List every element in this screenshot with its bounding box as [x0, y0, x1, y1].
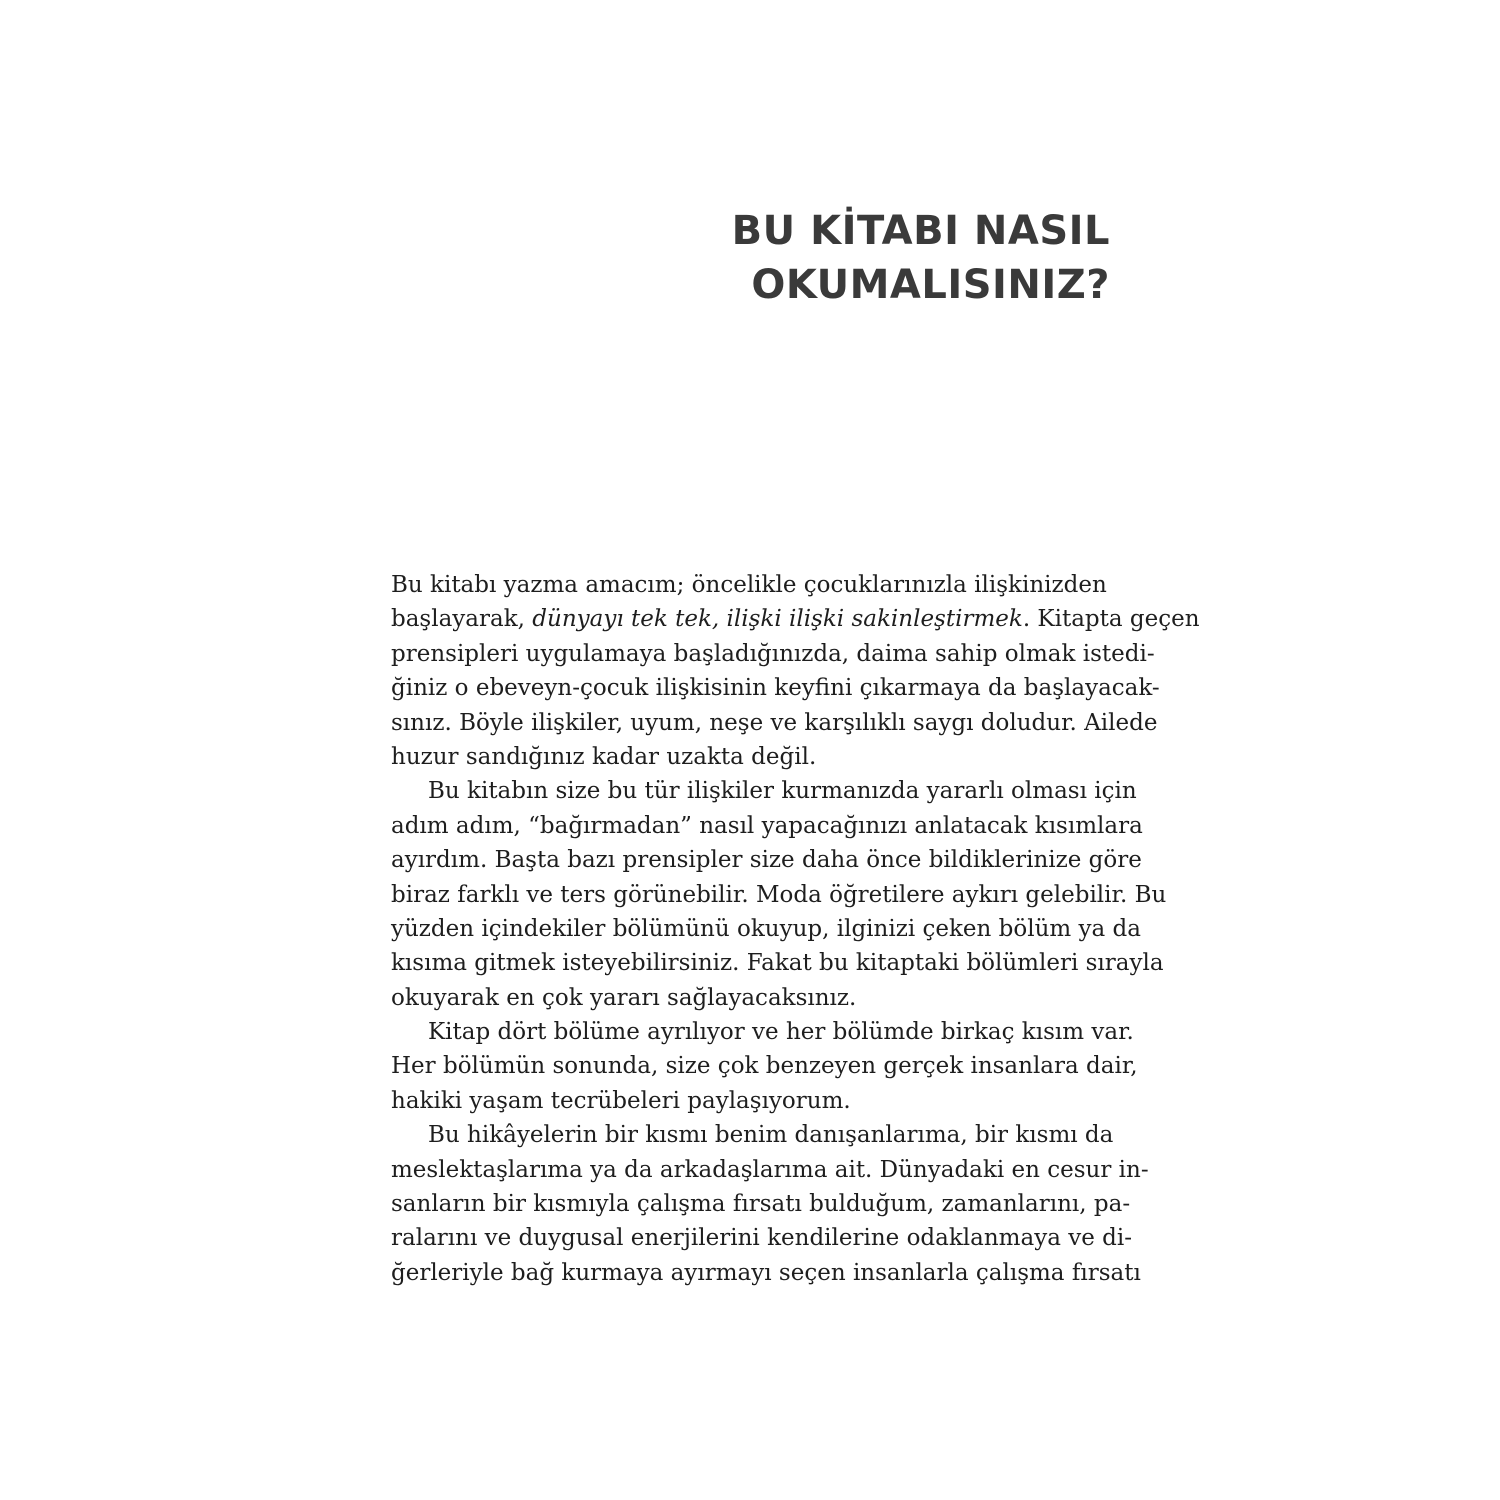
text-line: meslektaşlarıma ya da arkadaşlarıma ait. Dünyadaki en cesur in- — [391, 1156, 1149, 1183]
chapter-title-line-1: BU KİTABI NASIL — [731, 208, 1110, 254]
text-line — [391, 602, 1200, 636]
text-line: Bu kitabı yazma amacım; öncelikle çocuklarınızla ilişkinizden — [391, 572, 1107, 598]
emphasis-text: dünyayı tek tek, ilişki ilişki sakinleştirmek — [532, 606, 1023, 633]
text-line: sınız. Böyle ilişkiler, uyum, neşe ve karşılıklı saygı doludur. Ailede — [391, 709, 1158, 736]
text-line: adım adım, “bağırmadan” nasıl yapacağınızı anlatacak kısımlara — [391, 812, 1143, 839]
text-line: biraz farklı ve ters görünebilir. Moda öğretilere aykırı gelebilir. Bu — [391, 881, 1167, 908]
text-line: kısıma gitmek isteyebilirsiniz. Fakat bu kitaptaki bölümleri sırayla — [391, 950, 1164, 977]
text-line: prensipleri uygulamaya başladığınızda, daima sahip olmak istedi- — [391, 640, 1155, 667]
text-line: okuyarak en çok yararı sağlayacaksınız. — [391, 984, 857, 1011]
text-line: Bu hikâyelerin bir kısmı benim danışanlarıma, bir kısmı da — [428, 1122, 1114, 1149]
text-line: ğerleriyle bağ kurmaya ayırmayı seçen insanlarla çalışma fırsatı — [391, 1259, 1141, 1286]
text-line: huzur sandığınız kadar uzakta değil. — [391, 743, 817, 770]
text-line: hakiki yaşam tecrübeleri paylaşıyorum. — [391, 1087, 851, 1114]
text-line: yüzden içindekiler bölümünü okuyup, ilginizi çeken bölüm ya da — [391, 915, 1141, 942]
text-line: sanların bir kısmıyla çalışma fırsatı bulduğum, zamanlarını, pa- — [391, 1191, 1131, 1218]
body-text — [391, 568, 1200, 1290]
paragraph-2 — [391, 774, 1167, 1015]
text-line: ğiniz o ebeveyn-çocuk ilişkisinin keyfini çıkarmaya da başlayacak- — [391, 675, 1160, 702]
paragraph-4 — [391, 1118, 1149, 1290]
text-span: başlayarak, — [391, 606, 533, 633]
paragraph-1 — [391, 568, 1200, 774]
chapter-title — [700, 204, 1110, 312]
chapter-title-line-2: OKUMALISINIZ? — [751, 262, 1110, 308]
paragraph-3 — [391, 1015, 1138, 1118]
text-span: . Kitapta geçen — [1022, 606, 1200, 633]
text-line: ayırdım. Başta bazı prensipler size daha önce bildiklerinize göre — [391, 847, 1142, 874]
text-line: Bu kitabın size bu tür ilişkiler kurmanızda yararlı olması için — [428, 778, 1137, 805]
text-line: Kitap dört bölüme ayrılıyor ve her bölümde birkaç kısım var. — [428, 1019, 1134, 1046]
text-line: Her bölümün sonunda, size çok benzeyen gerçek insanlara dair, — [391, 1053, 1138, 1080]
text-line: ralarını ve duygusal enerjilerini kendilerine odaklanmaya ve di- — [391, 1225, 1132, 1252]
